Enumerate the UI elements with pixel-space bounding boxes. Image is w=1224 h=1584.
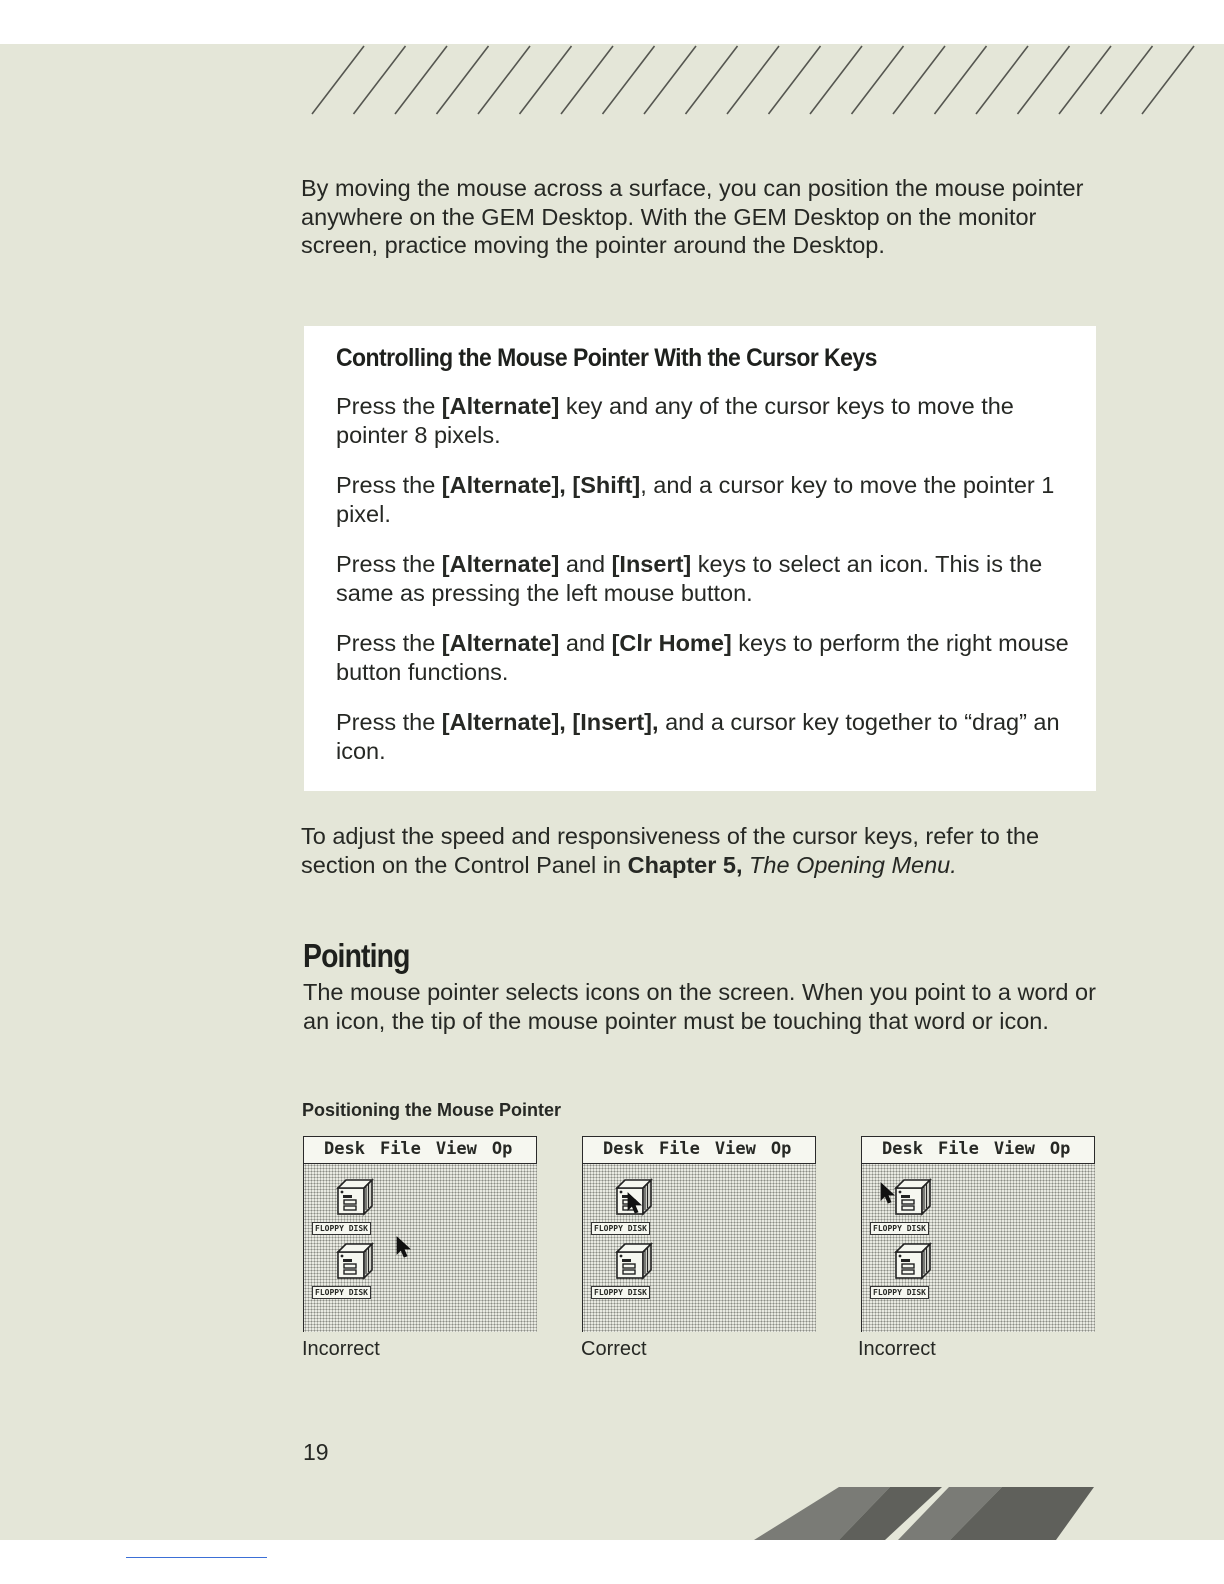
divider-line [126,1557,267,1558]
callout-item: Press the [Alternate], [Shift], and a cursor key to move the pointer 1 pixel. [336,472,1055,527]
key-name: [Alternate], [Insert], [441,709,659,735]
callout-item: Press the [Alternate] key and any of the cursor keys to move the pointer 8 pixels. [336,393,1014,448]
floppy-disk-icon [890,1242,932,1282]
gem-desktop [861,1164,1095,1332]
figure-caption: Positioning the Mouse Pointer [302,1100,562,1120]
key-name: [Clr Home] [611,630,732,656]
icon-label: FLOPPY DISK [870,1222,929,1235]
icon-label: FLOPPY DISK [870,1286,929,1299]
page-number: 19 [303,1439,329,1465]
icon-label: FLOPPY DISK [312,1222,371,1235]
gem-screen-incorrect-1 [303,1136,537,1332]
key-name: [Insert] [611,551,692,577]
pointing-paragraph: The mouse pointer selects icons on the screen. When you point to a word or an icon, the tip of the mouse pointer must be touching that word or icon. [303,979,1096,1034]
mouse-pointer-icon [880,1182,896,1204]
floppy-disk-icon [890,1178,932,1218]
floppy-disk-icon [332,1242,374,1282]
chapter-title: The Opening Menu. [749,851,957,878]
callout-title: Controlling the Mouse Pointer With the Cursor Keys [336,344,877,372]
callout-item: Press the [Alternate], [Insert], and a cursor key together to “drag” an icon. [336,709,1060,764]
key-name: [Alternate] [441,551,560,577]
screen-label: Correct [581,1338,647,1360]
callout-list [336,392,1076,787]
cursor-keys-callout [304,326,1096,791]
gem-menu-bar: Desk File View Op [582,1136,816,1164]
gem-screen-incorrect-2 [861,1136,1095,1332]
callout-item: Press the [Alternate] and [Insert] keys to select an icon. This is the same as pressing the left mouse button. [336,551,1043,606]
icon-label: FLOPPY DISK [591,1222,650,1235]
icon-label: FLOPPY DISK [591,1286,650,1299]
gem-screen-correct [582,1136,816,1332]
chapter-reference: Chapter 5, [627,851,743,878]
floppy-disk-icon [611,1242,653,1282]
key-name: [Alternate] [441,393,560,419]
icon-label: FLOPPY DISK [312,1286,371,1299]
gem-menu-bar: Desk File View Op [861,1136,1095,1164]
adjust-paragraph: To adjust the speed and responsiveness of the cursor keys, refer to the section on the Control Panel in Chapter 5, The Opening Menu. [301,823,1040,878]
section-heading-pointing: Pointing [303,937,410,974]
gem-desktop [303,1164,537,1332]
floppy-disk-icon [332,1178,374,1218]
mouse-pointer-icon [396,1236,412,1258]
key-name: [Alternate], [Shift] [441,472,641,498]
manual-page [0,44,1224,1540]
callout-item: Press the [Alternate] and [Clr Home] keys to perform the right mouse button functions. [336,630,1069,685]
intro-paragraph: By moving the mouse across a surface, you can position the mouse pointer anywhere on the GEM Desktop. With the GEM Desktop on the monitor screen, practice moving the pointer around the Desktop. [301,175,1084,258]
mouse-pointer-icon [627,1192,643,1214]
screen-label: Incorrect [858,1338,936,1360]
gem-menu-bar: Desk File View Op [303,1136,537,1164]
gem-desktop [582,1164,816,1332]
key-name: [Alternate] [441,630,560,656]
screen-label: Incorrect [302,1338,380,1360]
